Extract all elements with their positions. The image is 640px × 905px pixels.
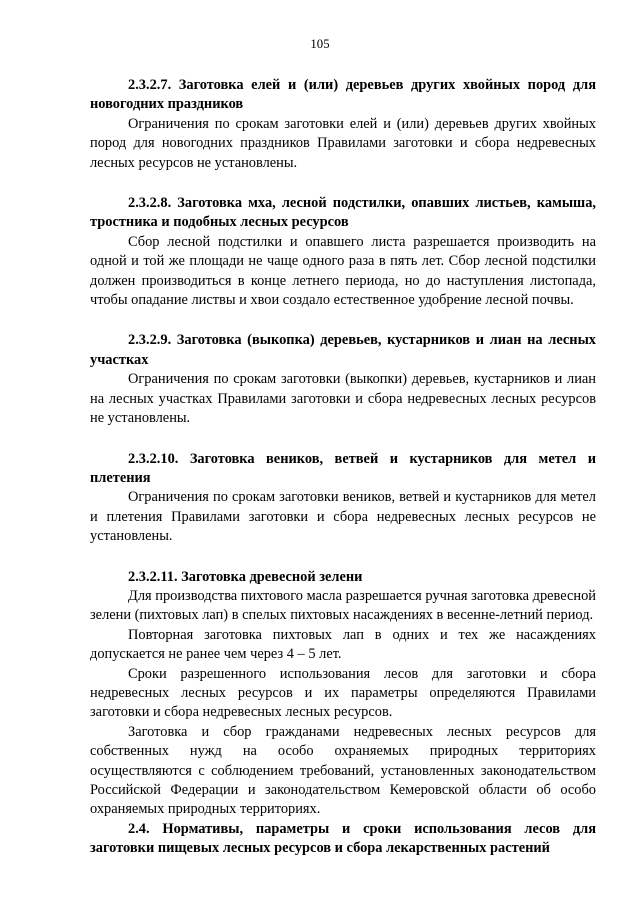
page-content: [90, 76, 596, 859]
page-number: 105: [310, 37, 330, 51]
section-heading: 2.3.2.9. Заготовка (выкопка) деревьев, кустарников и лиан на лесных участках: [90, 332, 596, 368]
section-heading: 2.3.2.8. Заготовка мха, лесной подстилки, опавших листьев, камыша, тростника и подобных лесных ресурсов: [90, 195, 596, 231]
section-2-3-2-9: [90, 331, 596, 428]
paragraph: Повторная заготовка пихтовых лап в одних и тех же насаждениях допускается не ранее чем через 4 – 5 лет.: [90, 626, 596, 663]
section-heading: 2.3.2.11. Заготовка древесной зелени: [128, 568, 363, 585]
paragraph: Сроки разрешенного использования лесов для заготовки и сбора недревесных лесных ресурсов и их параметры определяются Правилами заготовки и сбора недревесных лесных ресурсов.: [90, 665, 596, 721]
section-heading: 2.3.2.10. Заготовка веников, ветвей и кустарников для метел и плетения: [90, 450, 596, 486]
section-2-3-2-8: [90, 194, 596, 310]
paragraph: Ограничения по срокам заготовки веников, ветвей и кустарников для метел и плетения Правилами заготовки и сбора недревесных лесных ресурсов не установлены.: [90, 489, 596, 545]
paragraph: Сбор лесной подстилки и опавшего листа разрешается производить на одной и той же площади не чаще одного раза в пять лет. Сбор лесной подстилки должен производиться в конце летнего периода, но до наступления листопада, чтобы опадание листвы и хвои создало естественное удобрение лесной почвы.: [90, 233, 596, 309]
paragraph: Для производства пихтового масла разрешается ручная заготовка древесной зелени (пихтовых лап) в спелых пихтовых насаждениях в весенне-летний период.: [90, 587, 596, 624]
section-heading: 2.3.2.7. Заготовка елей и (или) деревьев других хвойных пород для новогодних праздников: [90, 77, 596, 113]
paragraph: Заготовка и сбор гражданами недревесных лесных ресурсов для собственных нужд на особо охраняемых природных территориях осуществляются с соблюдением требований, установленных законодательством Российской Федерации и законодательством Кемеровской области об особо охраняемых природных территориях.: [90, 723, 596, 818]
section-2-3-2-11: [90, 568, 596, 820]
paragraph: Ограничения по срокам заготовки (выкопки) деревьев, кустарников и лиан на лесных участках Правилами заготовки и сбора недревесных лесных ресурсов не установлены.: [90, 371, 596, 427]
section-2-3-2-10: [90, 450, 596, 547]
paragraph: Ограничения по срокам заготовки елей и (или) деревьев других хвойных пород для новогодних праздников Правилами заготовки и сбора недревесных лесных ресурсов не установлены.: [90, 115, 596, 171]
section-2-3-2-7: [90, 76, 596, 173]
section-heading-2-4: 2.4. Нормативы, параметры и сроки использования лесов для заготовки пищевых лесных ресурсов и сбора лекарственных растений: [90, 820, 596, 857]
